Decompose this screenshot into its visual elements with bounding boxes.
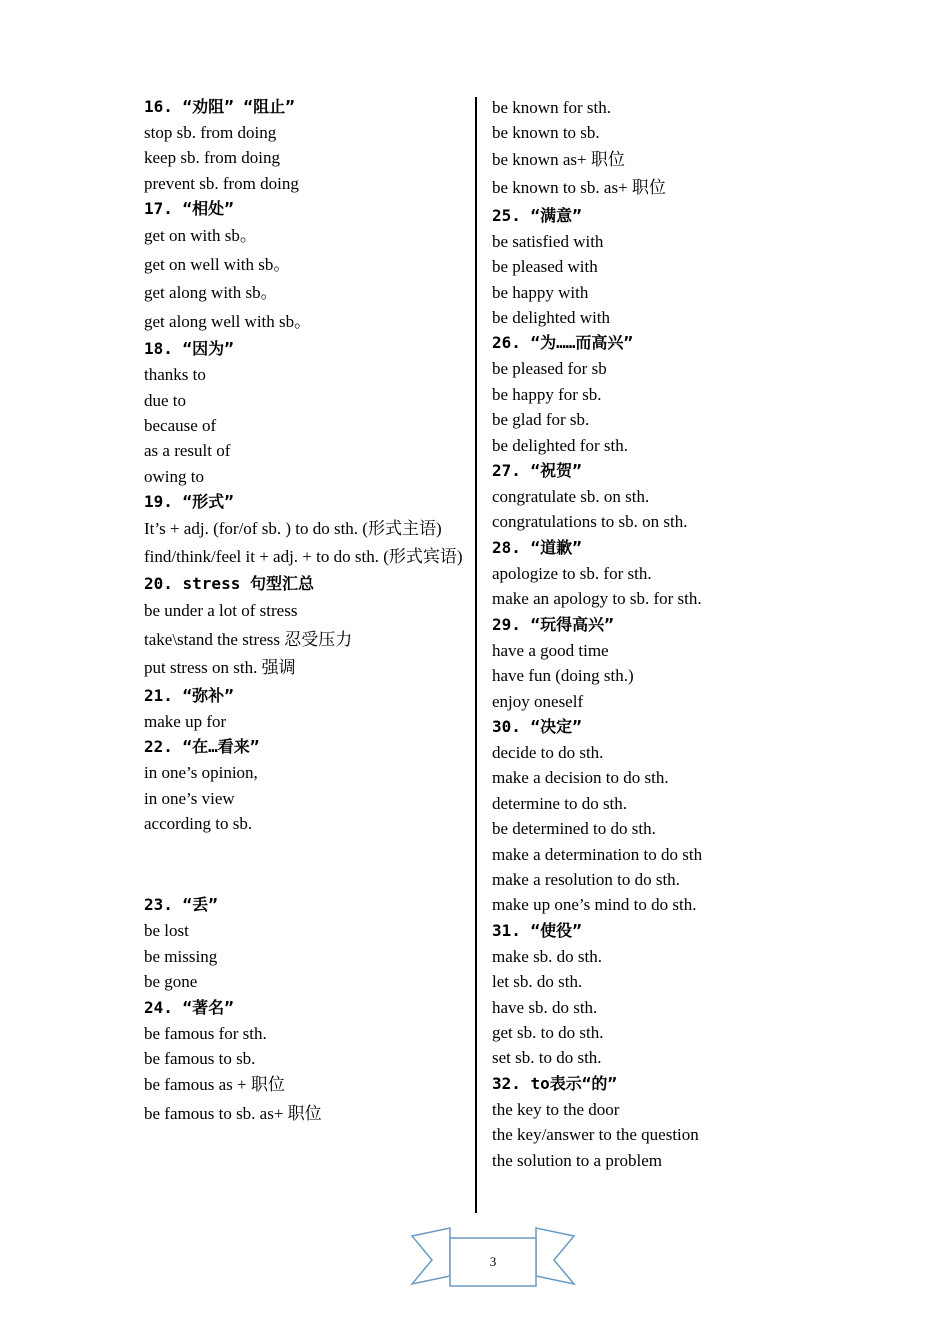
column-divider: [475, 97, 477, 1213]
section-heading: 29. “玩得高兴”: [492, 614, 614, 634]
section-heading: 17. “相处”: [144, 199, 234, 219]
phrase: be famous to sb.: [144, 1049, 256, 1068]
left-column: [144, 94, 466, 1128]
section-22: [144, 734, 466, 836]
page-number: 3: [489, 1254, 497, 1269]
phrase: in one’s opinion,: [144, 763, 258, 783]
phrase: be delighted for sth.: [492, 435, 628, 455]
phrase: take\stand the stress 忍受压力: [144, 629, 353, 649]
phrase: be known to sb. as+ 职位: [492, 178, 666, 198]
phrase: according to sb.: [144, 813, 253, 833]
phrase: thanks to: [144, 365, 206, 385]
section-heading: 21. “弥补”: [144, 685, 234, 705]
section-heading: 24. “著名”: [144, 997, 234, 1017]
section-20: [144, 571, 466, 683]
phrase: the key to the door: [492, 1099, 620, 1119]
phrase: be known as+ 职位: [492, 149, 625, 169]
section-21: [144, 683, 466, 734]
phrase: decide to do sth.: [492, 742, 604, 762]
phrase: make a resolution to do sth.: [492, 869, 680, 889]
phrase: congratulate sb. on sth.: [492, 487, 650, 507]
phrase: the key/answer to the question: [492, 1125, 699, 1145]
phrase: make a determination to do sth: [492, 844, 703, 864]
section-26: [492, 330, 792, 458]
section-heading: 16. “劝阻” “阻止”: [144, 97, 295, 116]
phrase: be lost: [144, 921, 189, 941]
phrase: be gone: [144, 972, 198, 992]
section-24: [144, 995, 466, 1129]
right-column: [492, 95, 792, 1173]
phrase: be pleased for sb: [492, 359, 607, 379]
page-footer: [410, 1226, 576, 1288]
section-heading: 23. “丢”: [144, 895, 218, 915]
phrase: keep sb. from doing: [144, 148, 280, 168]
phrase: make a decision to do sth.: [492, 768, 669, 788]
phrase: get on with sb。: [144, 226, 257, 246]
phrase: because of: [144, 416, 217, 436]
section-28: [492, 535, 792, 612]
spacer: [144, 836, 466, 892]
phrase: the solution to a problem: [492, 1150, 662, 1170]
phrase: have a good time: [492, 640, 609, 660]
section-25: [492, 203, 792, 331]
phrase: determine to do sth.: [492, 793, 628, 813]
phrase: enjoy oneself: [492, 691, 584, 711]
phrase: make an apology to sb. for sth.: [492, 589, 702, 609]
phrase: have sb. do sth.: [492, 997, 598, 1017]
section-heading: 20. stress 句型汇总: [144, 574, 314, 594]
section-heading: 27. “祝贺”: [492, 461, 582, 481]
phrase: make up one’s mind to do sth.: [492, 895, 697, 915]
section-heading: 22. “在…看来”: [144, 737, 260, 757]
phrase: congratulations to sb. on sth.: [492, 512, 688, 532]
phrase: owing to: [144, 466, 204, 486]
phrase: be happy for sb.: [492, 384, 602, 404]
section-heading: 32. to表示“的”: [492, 1073, 618, 1093]
phrase: be happy with: [492, 282, 589, 302]
phrase: get along with sb。: [144, 283, 278, 303]
section-heading: 31. “使役”: [492, 920, 582, 940]
phrase: make up for: [144, 711, 227, 731]
section-17: [144, 196, 466, 336]
phrase: be known to sb.: [492, 123, 600, 143]
section-heading: 28. “道歉”: [492, 537, 582, 557]
section-31: [492, 918, 792, 1071]
phrase: apologize to sb. for sth.: [492, 563, 652, 583]
phrase: be famous to sb. as+ 职位: [144, 1103, 322, 1123]
phrase: have fun (doing sth.): [492, 666, 634, 686]
phrase: get on well with sb。: [144, 254, 291, 274]
section-heading: 26. “为……而高兴”: [492, 333, 634, 353]
section-heading: 18. “因为”: [144, 339, 234, 359]
phrase: be missing: [144, 946, 218, 966]
phrase: make sb. do sth.: [492, 946, 603, 966]
section-heading: 19. “形式”: [144, 492, 234, 512]
section-24-continued: [492, 95, 792, 203]
section-18: [144, 336, 466, 489]
phrase: let sb. do sth.: [492, 972, 583, 992]
section-heading: 30. “决定”: [492, 716, 582, 736]
phrase: be famous as + 职位: [144, 1075, 285, 1095]
section-19: [144, 489, 466, 571]
phrase: in one’s view: [144, 788, 235, 808]
phrase: be satisfied with: [492, 231, 604, 251]
phrase: prevent sb. from doing: [144, 173, 299, 193]
phrase: due to: [144, 390, 187, 410]
section-23: [144, 892, 466, 994]
section-29: [492, 612, 792, 714]
phrase: get along well with sb。: [144, 311, 312, 331]
phrase: get sb. to do sth.: [492, 1022, 604, 1042]
phrase: It’s + adj. (for/of sb. ) to do sth. (形式主语): [144, 519, 442, 539]
section-30: [492, 714, 792, 918]
phrase: be pleased with: [492, 257, 598, 277]
phrase: as a result of: [144, 441, 231, 461]
phrase: set sb. to do sth.: [492, 1048, 602, 1068]
phrase: be delighted with: [492, 308, 611, 328]
phrase: be glad for sb.: [492, 410, 590, 430]
section-27: [492, 458, 792, 535]
phrase: stop sb. from doing: [144, 123, 277, 142]
phrase: be determined to do sth.: [492, 819, 656, 839]
phrase: find/think/feel it + adj. + to do sth. (形式宾语): [144, 547, 463, 567]
phrase: be known for sth.: [492, 98, 611, 117]
section-32: [492, 1071, 792, 1173]
phrase: put stress on sth. 强调: [144, 658, 296, 678]
phrase: be famous for sth.: [144, 1023, 267, 1043]
section-16: [144, 94, 466, 196]
phrase: be under a lot of stress: [144, 601, 298, 621]
section-heading: 25. “满意”: [492, 205, 582, 225]
